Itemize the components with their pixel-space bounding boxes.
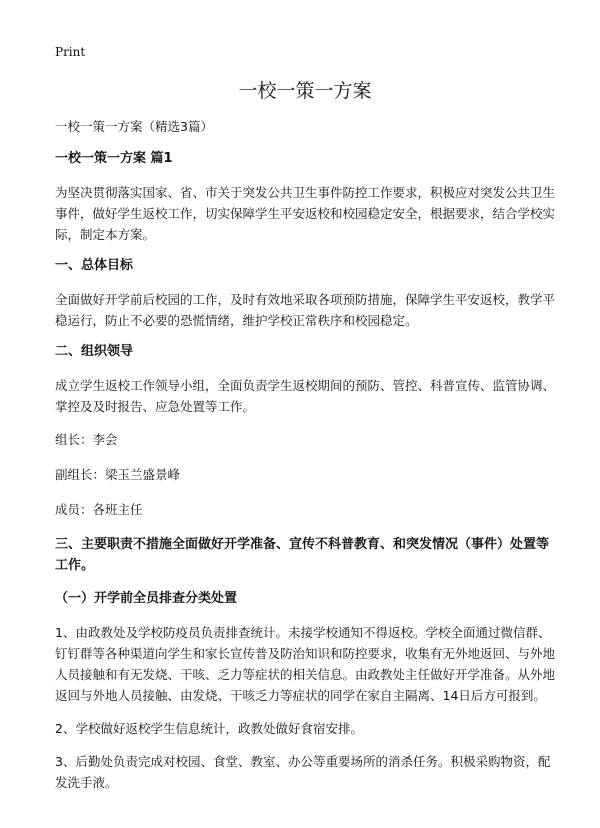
print-label: Print (55, 45, 86, 59)
document-title: 一校一策一方案 (238, 80, 372, 102)
part-heading: 一校一策一方案 篇1 (55, 151, 173, 166)
section-1-heading: 一、总体目标 (55, 258, 134, 273)
item-3-paragraph: 3、后勤处负责完成对校园、食堂、教室、办公等重要场所的消杀任务。积极采购物资，配发洗手液。 (55, 754, 551, 790)
subsection-1-heading: （一）开学前全员排查分类处置 (55, 591, 238, 606)
section-3-heading: 三、主要职责不措施全面做好开学准备、宣传不科普教育、和突发情况（事件）处置等工作。 (55, 537, 550, 573)
section-1-paragraph: 全面做好开学前后校园的工作，及时有效地采取各项预防措施，保障学生平安返校，教学平稳运行，防止不必要的恐慌情绪，维护学校正常秩序和校园稳定。 (55, 292, 556, 328)
intro-paragraph: 为坚决贯彻落实国家、省、市关于突发公共卫生事件防控工作要求，积极应对突发公共卫生事件，做好学生返校工作，切实保障学生平安返校和校园稳定安全，根据要求，结合学校实际，制定本方案。 (55, 185, 556, 242)
document-subtitle: 一校一策一方案（精选3篇） (55, 119, 213, 134)
section-2-heading: 二、组织领导 (55, 344, 134, 359)
section-2-paragraph: 成立学生返校工作领导小组，全面负责学生返校期间的预防、管控、科普宣传、监管协调、掌控及及时报告、应急处置等工作。 (55, 378, 556, 414)
members-line: 成员：各班主任 (55, 502, 143, 517)
deputy-leader-line: 副组长：梁玉兰盛景峰 (55, 467, 181, 482)
item-1-paragraph: 1、由政教处及学校防疫员负责排查统计。未接学校通知不得返校。学校全面通过微信群、钉钉群等各种渠道向学生和家长宣传普及防治知识和防控要求，收集有无外地返回、与外地人员接触和有无发烧、干咳、乏力等症状的相关信息。由政教处主任做好开学准备。从外地返回与外地人员接触、由发烧、干咳乏力等症状的同学在家自主隔离、14日后方可报到。 (55, 625, 556, 703)
leader-line: 组长：李会 (55, 432, 118, 447)
document-page (55, 44, 555, 805)
item-2-paragraph: 2、学校做好返校学生信息统计，政教处做好食宿安排。 (55, 721, 363, 736)
